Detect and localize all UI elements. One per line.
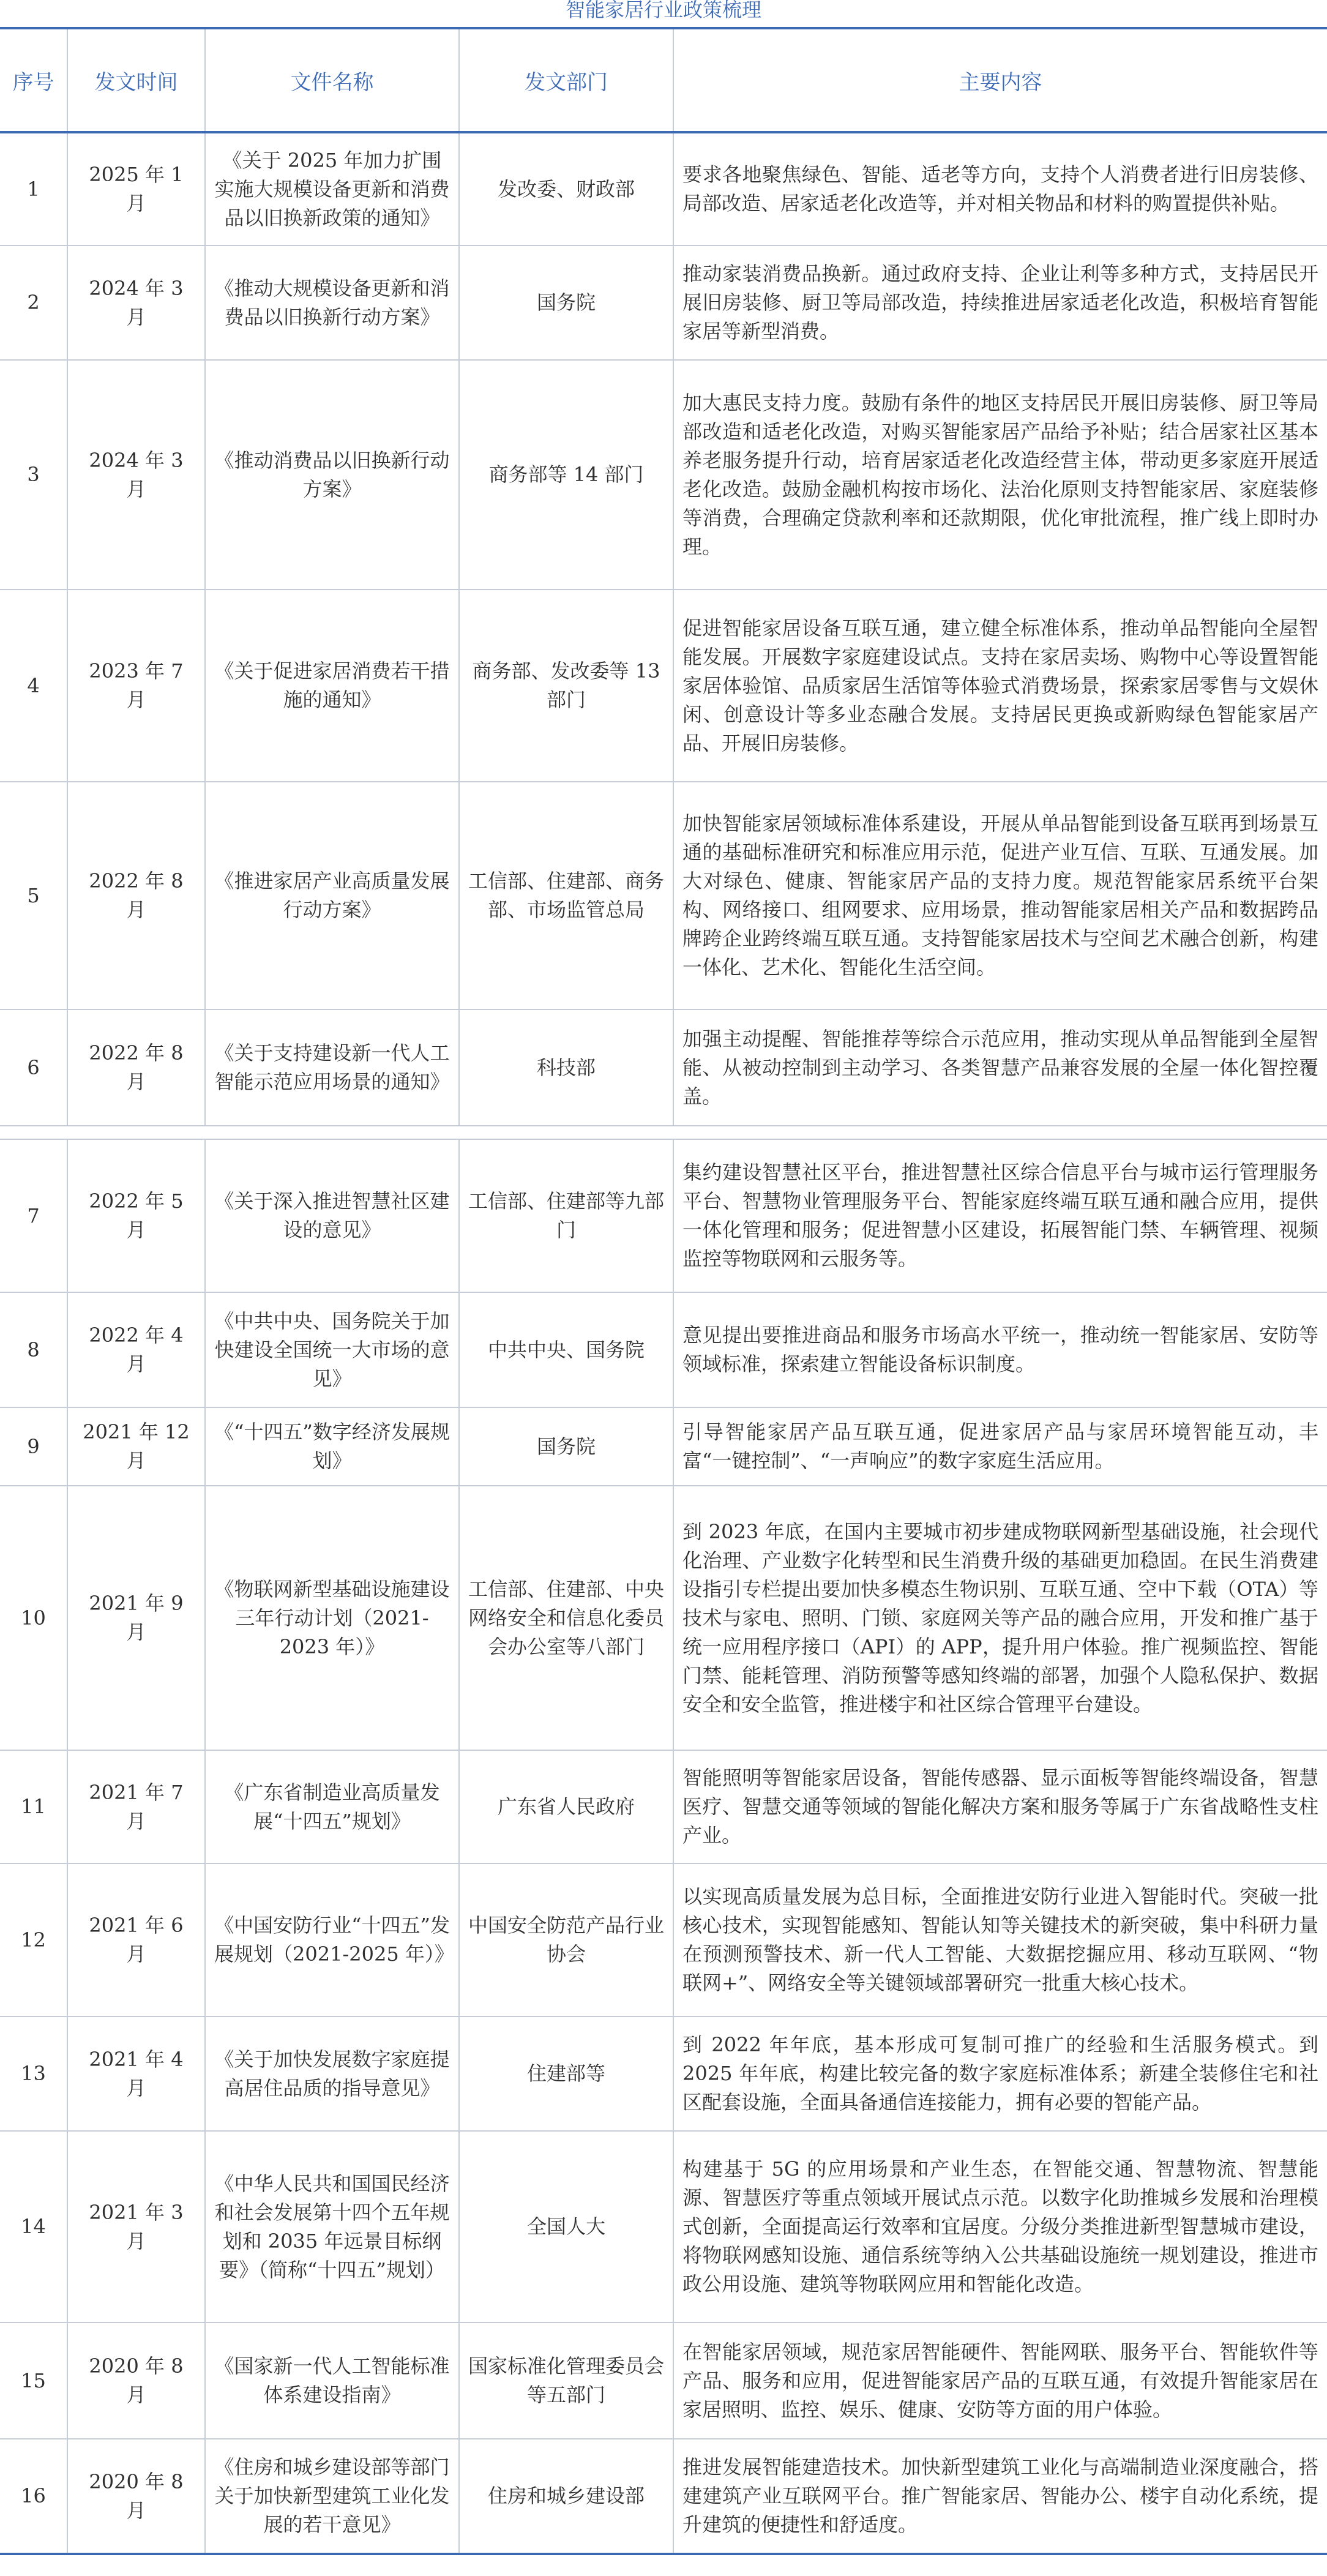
cell-dept: 科技部 [459,1009,673,1126]
cell-date: 2022 年 5 月 [67,1139,205,1292]
table-row [0,2016,1327,2131]
cell-no: 8 [0,1292,67,1407]
cell-content: 在智能家居领域，规范家居智能硬件、智能网联、服务平台、智能软件等产品、服务和应用，促进智能家居产品的互联互通，有效提升智能家居在家居照明、监控、娱乐、健康、安防等方面的用户体验。 [673,2323,1327,2439]
cell-dept: 全国人大 [459,2131,673,2323]
cell-dept: 住房和城乡建设部 [459,2439,673,2554]
cell-dept: 商务部、发改委等 13 部门 [459,590,673,782]
cell-no: 9 [0,1407,67,1486]
cell-content: 推进发展智能建造技术。加快新型建筑工业化与高端制造业深度融合，搭建建筑产业互联网平台。推广智能家居、智能办公、楼宇自动化系统，提升建筑的便捷性和舒适度。 [673,2439,1327,2554]
header-dept: 发文部门 [459,28,673,132]
cell-no: 1 [0,132,67,245]
table-row [0,2323,1327,2439]
table-row [0,2131,1327,2323]
cell-no: 6 [0,1009,67,1126]
cell-content: 到 2022 年年底，基本形成可复制可推广的经验和生活服务模式。到 2025 年年底，构建比较完备的数字家庭标准体系；新建全装修住宅和社区配套设施，全面具备通信连接能力，拥有必要的智能产品。 [673,2016,1327,2131]
cell-content: 加强主动提醒、智能推荐等综合示范应用，推动实现从单品智能到全屋智能、从被动控制到主动学习、各类智慧产品兼容发展的全屋一体化智控覆盖。 [673,1009,1327,1126]
cell-date: 2022 年 8 月 [67,782,205,1009]
table-row [0,1009,1327,1126]
table-row [0,1486,1327,1750]
cell-name: 《“十四五”数字经济发展规划》 [205,1407,459,1486]
cell-dept: 住建部等 [459,2016,673,2131]
table-row [0,590,1327,782]
cell-name: 《物联网新型基础设施建设三年行动计划（2021-2023 年）》 [205,1486,459,1750]
cell-dept: 国务院 [459,245,673,360]
header-content: 主要内容 [673,28,1327,132]
cell-content: 推动家装消费品换新。通过政府支持、企业让利等多种方式，支持居民开展旧房装修、厨卫等局部改造，持续推进居家适老化改造，积极培育智能家居等新型消费。 [673,245,1327,360]
policy-table [0,27,1327,2555]
policy-table-wrapper [0,27,1327,2555]
cell-date: 2022 年 8 月 [67,1009,205,1126]
cell-date: 2021 年 6 月 [67,1863,205,2016]
table-row [0,2439,1327,2554]
table-row [0,1292,1327,1407]
cell-no: 11 [0,1750,67,1863]
cell-content: 加快智能家居领域标准体系建设，开展从单品智能到设备互联再到场景互通的基础标准研究和标准应用示范，促进产业互信、互联、互通发展。加大对绿色、健康、智能家居产品的支持力度。规范智能家居系统平台架构、网络接口、组网要求、应用场景，推动智能家居相关产品和数据跨品牌跨企业跨终端互联互通。支持智能家居技术与空间艺术融合创新，构建一体化、艺术化、智能化生活空间。 [673,782,1327,1009]
cell-no: 7 [0,1139,67,1292]
cell-name: 《关于加快发展数字家庭提高居住品质的指导意见》 [205,2016,459,2131]
cell-no: 3 [0,360,67,590]
cell-content: 集约建设智慧社区平台，推进智慧社区综合信息平台与城市运行管理服务平台、智慧物业管理服务平台、智能家庭终端互联互通和融合应用，提供一体化管理和服务；促进智慧小区建设，拓展智能门禁、车辆管理、视频监控等物联网和云服务等。 [673,1139,1327,1292]
cell-content: 引导智能家居产品互联互通，促进家居产品与家居环境智能互动，丰富“一键控制”、“一声响应”的数字家庭生活应用。 [673,1407,1327,1486]
cell-no: 5 [0,782,67,1009]
header-date: 发文时间 [67,28,205,132]
cell-date: 2025 年 1 月 [67,132,205,245]
cell-dept: 工信部、住建部等九部门 [459,1139,673,1292]
table-row [0,782,1327,1009]
cell-no: 10 [0,1486,67,1750]
cell-date: 2024 年 3 月 [67,245,205,360]
table-row [0,1407,1327,1486]
cell-name: 《关于深入推进智慧社区建设的意见》 [205,1139,459,1292]
cell-name: 《推进家居产业高质量发展行动方案》 [205,782,459,1009]
cell-date: 2020 年 8 月 [67,2439,205,2554]
cell-content: 促进智能家居设备互联互通，建立健全标准体系，推动单品智能向全屋智能发展。开展数字家庭建设试点。支持在家居卖场、购物中心等设置智能家居体验馆、品质家居生活馆等体验式消费场景，探索家居零售与文娱休闲、创意设计等多业态融合发展。支持居民更换或新购绿色智能家居产品、开展旧房装修。 [673,590,1327,782]
cell-dept: 工信部、住建部、中央网络安全和信息化委员会办公室等八部门 [459,1486,673,1750]
cell-name: 《广东省制造业高质量发展“十四五”规划》 [205,1750,459,1863]
cell-date: 2021 年 12 月 [67,1407,205,1486]
cell-no: 4 [0,590,67,782]
cell-date: 2021 年 9 月 [67,1486,205,1750]
cell-dept: 商务部等 14 部门 [459,360,673,590]
table-gap-row [0,1126,1327,1139]
page-title: 智能家居行业政策梳理 [565,0,761,21]
cell-content: 智能照明等智能家居设备，智能传感器、显示面板等智能终端设备，智慧医疗、智慧交通等领域的智能化解决方案和服务等属于广东省战略性支柱产业。 [673,1750,1327,1863]
cell-content: 加大惠民支持力度。鼓励有条件的地区支持居民开展旧房装修、厨卫等局部改造和适老化改造，对购买智能家居产品给予补贴；结合居家社区基本养老服务提升行动，培育居家适老化改造经营主体，带动更多家庭开展适老化改造。鼓励金融机构按市场化、法治化原则支持智能家居、家庭装修等消费，合理确定贷款利率和还款期限，优化审批流程，推广线上即时办理。 [673,360,1327,590]
cell-dept: 广东省人民政府 [459,1750,673,1863]
header-row [0,28,1327,132]
table-row [0,360,1327,590]
cell-content: 构建基于 5G 的应用场景和产业生态，在智能交通、智慧物流、智慧能源、智慧医疗等重点领域开展试点示范。以数字化助推城乡发展和治理模式创新，全面提高运行效率和宜居度。分级分类推进新型智慧城市建设，将物联网感知设施、通信系统等纳入公共基础设施统一规划建设，推进市政公用设施、建筑等物联网应用和智能化改造。 [673,2131,1327,2323]
cell-content: 以实现高质量发展为总目标，全面推进安防行业进入智能时代。突破一批核心技术，实现智能感知、智能认知等关键技术的新突破，集中科研力量在预测预警技术、新一代人工智能、大数据挖掘应用、移动互联网、“物联网+”、网络安全等关键领域部署研究一批重大核心技术。 [673,1863,1327,2016]
table-body [0,132,1327,2554]
cell-name: 《推动消费品以旧换新行动方案》 [205,360,459,590]
cell-content: 意见提出要推进商品和服务市场高水平统一，推动统一智能家居、安防等领域标准，探索建立智能设备标识制度。 [673,1292,1327,1407]
cell-date: 2021 年 4 月 [67,2016,205,2131]
cell-name: 《住房和城乡建设部等部门关于加快新型建筑工业化发展的若干意见》 [205,2439,459,2554]
header-name: 文件名称 [205,28,459,132]
cell-name: 《国家新一代人工智能标准体系建设指南》 [205,2323,459,2439]
cell-date: 2021 年 7 月 [67,1750,205,1863]
cell-date: 2020 年 8 月 [67,2323,205,2439]
cell-no: 14 [0,2131,67,2323]
cell-dept: 国务院 [459,1407,673,1486]
cell-date: 2021 年 3 月 [67,2131,205,2323]
header-no: 序号 [0,28,67,132]
cell-dept: 国家标准化管理委员会等五部门 [459,2323,673,2439]
cell-name: 《中国安防行业“十四五”发展规划（2021-2025 年）》 [205,1863,459,2016]
table-header [0,28,1327,132]
cell-no: 2 [0,245,67,360]
cell-name: 《关于促进家居消费若干措施的通知》 [205,590,459,782]
cell-dept: 中国安全防范产品行业协会 [459,1863,673,2016]
cell-name: 《中共中央、国务院关于加快建设全国统一大市场的意见》 [205,1292,459,1407]
table-row [0,1863,1327,2016]
cell-dept: 中共中央、国务院 [459,1292,673,1407]
cell-date: 2024 年 3 月 [67,360,205,590]
table-row [0,1139,1327,1292]
cell-no: 15 [0,2323,67,2439]
cell-dept: 发改委、财政部 [459,132,673,245]
cell-name: 《中华人民共和国国民经济和社会发展第十四个五年规划和 2035 年远景目标纲要》（简称“十四五”规划） [205,2131,459,2323]
table-row [0,132,1327,245]
cell-no: 13 [0,2016,67,2131]
cell-date: 2022 年 4 月 [67,1292,205,1407]
cell-content: 到 2023 年底，在国内主要城市初步建成物联网新型基础设施，社会现代化治理、产业数字化转型和民生消费升级的基础更加稳固。在民生消费建设指引专栏提出要加快多模态生物识别、互联互通、空中下载（OTA）等技术与家电、照明、门锁、家庭网关等产品的融合应用，开发和推广基于统一应用程序接口（API）的 APP，提升用户体验。推广视频监控、智能门禁、能耗管理、消防预警等感知终端的部署，加强个人隐私保护、数据安全和安全监管，推进楼宇和社区综合管理平台建设。 [673,1486,1327,1750]
cell-no: 12 [0,1863,67,2016]
cell-no: 16 [0,2439,67,2554]
cell-date: 2023 年 7 月 [67,590,205,782]
cell-name: 《关于 2025 年加力扩围实施大规模设备更新和消费品以旧换新政策的通知》 [205,132,459,245]
table-row [0,1750,1327,1863]
table-gap-cell [0,1126,1327,1139]
cell-dept: 工信部、住建部、商务部、市场监管总局 [459,782,673,1009]
cell-name: 《推动大规模设备更新和消费品以旧换新行动方案》 [205,245,459,360]
cell-name: 《关于支持建设新一代人工智能示范应用场景的通知》 [205,1009,459,1126]
cell-content: 要求各地聚焦绿色、智能、适老等方向，支持个人消费者进行旧房装修、局部改造、居家适老化改造等，并对相关物品和材料的购置提供补贴。 [673,132,1327,245]
table-row [0,245,1327,360]
